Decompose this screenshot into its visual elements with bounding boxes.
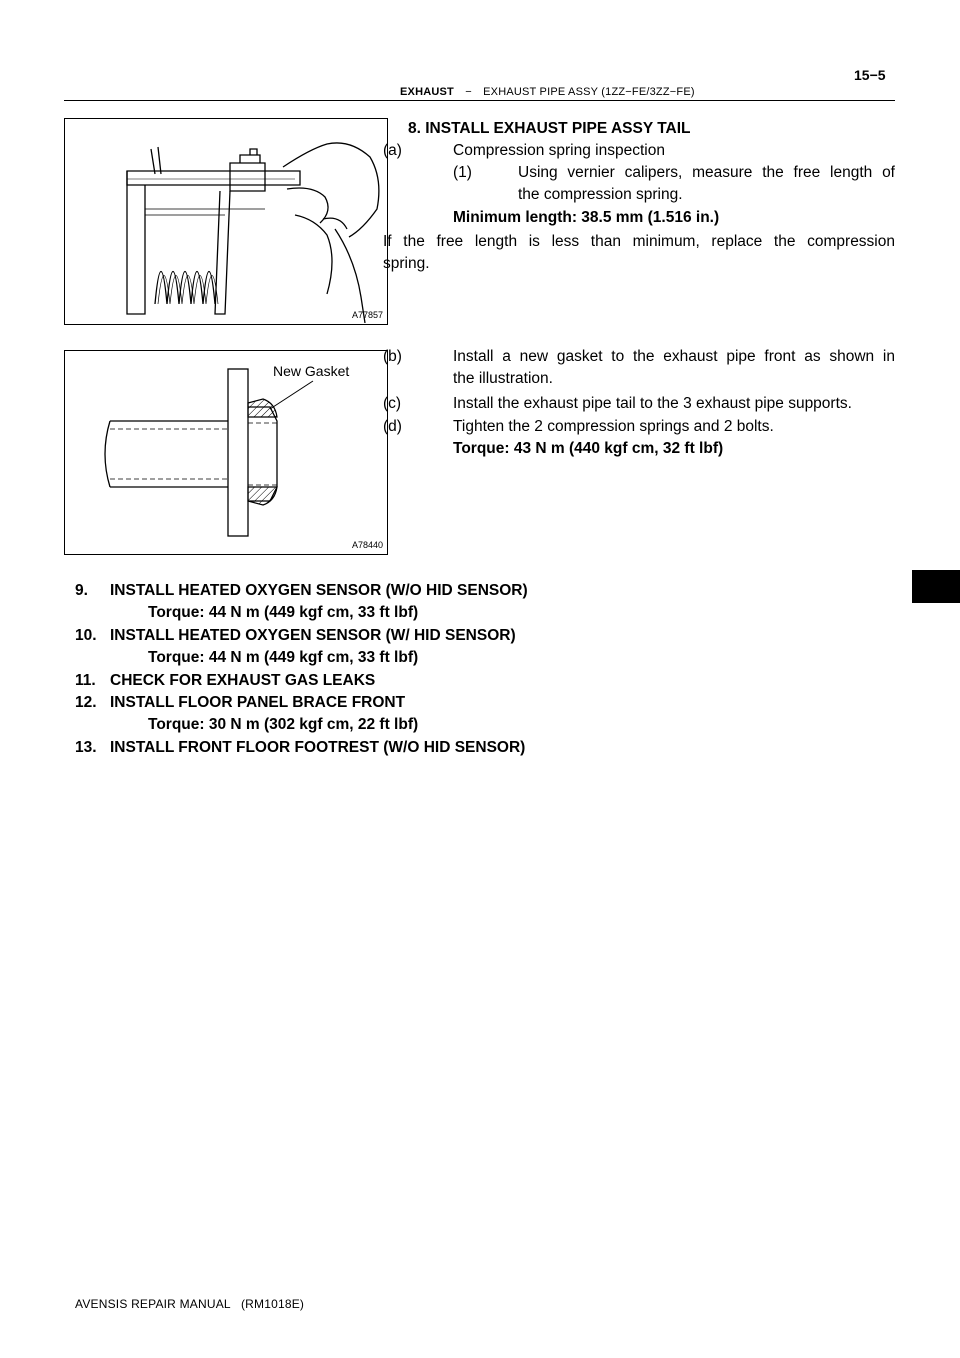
substep-a-text: Compression spring inspection: [453, 142, 665, 159]
substep-a-num: (a): [383, 142, 402, 159]
running-header: [400, 86, 695, 98]
calipers-figure: [64, 118, 388, 325]
page-number: 15−5: [854, 67, 886, 83]
substep-c-num: (c): [383, 395, 402, 412]
step-13-num: 13.: [75, 739, 97, 756]
step-10-num: 10.: [75, 627, 97, 644]
substep-d-num: (d): [383, 418, 402, 435]
manual-footer: AVENSIS REPAIR MANUAL (RM1018E): [75, 1297, 305, 1311]
substep-b-num: (b): [383, 348, 402, 365]
step-12-torque: Torque: 30 N m (302 kgf cm, 22 ft lbf): [148, 716, 419, 733]
step-11-num: 11.: [75, 672, 96, 689]
new-gasket-label: New Gasket: [273, 363, 350, 379]
replace-note-line2: spring.: [383, 255, 430, 272]
step-12-text: INSTALL FLOOR PANEL BRACE FRONT: [110, 694, 406, 711]
replace-note-line1: If the free length is less than minimum, replace the compression: [383, 233, 895, 250]
step-8-title: 8. INSTALL EXHAUST PIPE ASSY TAIL: [408, 120, 691, 137]
gasket-figure: [64, 350, 388, 555]
step-12-num: 12.: [75, 694, 97, 711]
gasket-illustration: [65, 351, 386, 553]
section-title: EXHAUST: [400, 86, 454, 98]
substep-a1-line1: Using vernier calipers, measure the free length of: [518, 164, 895, 181]
step-10-torque: Torque: 44 N m (449 kgf cm, 33 ft lbf): [148, 649, 419, 666]
subsection-title: EXHAUST PIPE ASSY (1ZZ−FE/3ZZ−FE): [483, 86, 695, 98]
substep-a1-line2: the compression spring.: [518, 186, 683, 203]
section-tab-marker: [912, 570, 960, 603]
step-9-text: INSTALL HEATED OXYGEN SENSOR (W/O HID SENSOR): [110, 582, 528, 599]
step-13-text: INSTALL FRONT FLOOR FOOTREST (W/O HID SENSOR): [110, 739, 526, 756]
header-dash: −: [465, 86, 472, 98]
substep-c-text: Install the exhaust pipe tail to the 3 exhaust pipe supports.: [453, 395, 852, 412]
step-9-num: 9.: [75, 582, 88, 599]
step-8-torque: Torque: 43 N m (440 kgf cm, 32 ft lbf): [453, 440, 724, 457]
figure-id: A77857: [351, 310, 383, 320]
step-11-text: CHECK FOR EXHAUST GAS LEAKS: [110, 672, 376, 689]
min-length-spec: Minimum length: 38.5 mm (1.516 in.): [453, 209, 720, 226]
header-rule: [64, 100, 895, 101]
step-9-torque: Torque: 44 N m (449 kgf cm, 33 ft lbf): [148, 604, 419, 621]
substep-a1-num: (1): [453, 164, 472, 181]
substep-b-line1: Install a new gasket to the exhaust pipe front as shown in: [453, 348, 895, 365]
substep-d-text: Tighten the 2 compression springs and 2 bolts.: [453, 418, 774, 435]
calipers-illustration: [65, 119, 386, 323]
step-10-text: INSTALL HEATED OXYGEN SENSOR (W/ HID SENSOR): [110, 627, 516, 644]
figure-id: A78440: [351, 540, 383, 550]
substep-b-line2: the illustration.: [453, 370, 553, 387]
